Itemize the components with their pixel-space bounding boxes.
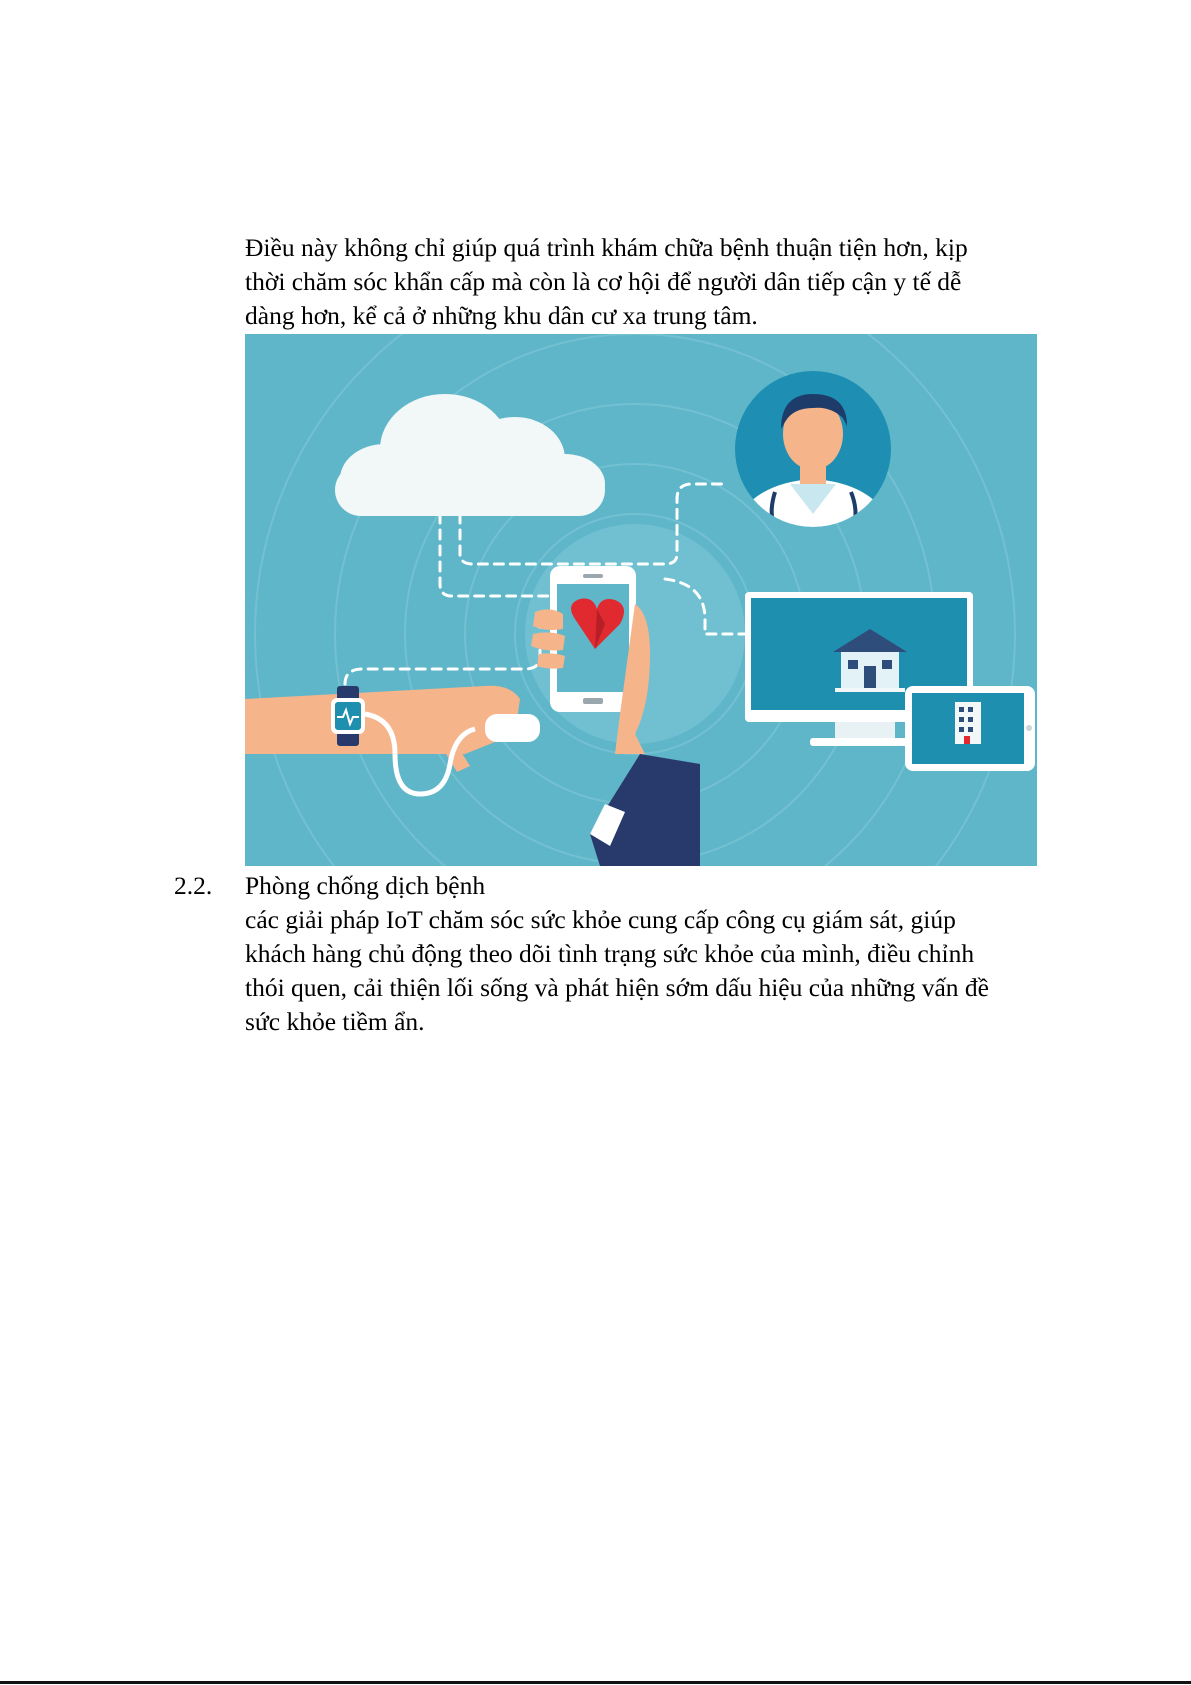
intro-line-2: thời chăm sóc khẩn cấp mà còn là cơ hội để người dân tiếp cận y tế dễ — [245, 267, 962, 296]
body-line-2: khách hàng chủ động theo dõi tình trạng sức khỏe của mình, điều chỉnh — [245, 939, 975, 968]
body-line-4: sức khỏe tiềm ẩn. — [245, 1007, 425, 1036]
intro-line-3: dàng hơn, kể cả ở những khu dân cư xa trung tâm. — [245, 301, 758, 330]
body-paragraph — [245, 903, 1045, 1039]
building-icon — [955, 702, 981, 744]
tablet-icon — [905, 686, 1035, 771]
body-line-3: thói quen, cải thiện lối sống và phát hiện sớm dấu hiệu của những vấn đề — [245, 973, 989, 1002]
body-line-1: các giải pháp IoT chăm sóc sức khỏe cung cấp công cụ giám sát, giúp — [245, 905, 956, 934]
section-title: Phòng chống dịch bệnh — [245, 871, 486, 900]
page-bottom-rule — [0, 1681, 1191, 1684]
intro-paragraph — [245, 231, 1045, 333]
section-number: 2.2. — [174, 871, 213, 900]
intro-line-1: Điều này không chỉ giúp quá trình khám chữa bệnh thuận tiện hơn, kịp — [245, 233, 968, 262]
pulse-oximeter — [485, 714, 540, 742]
iot-healthcare-illustration — [245, 334, 1037, 866]
